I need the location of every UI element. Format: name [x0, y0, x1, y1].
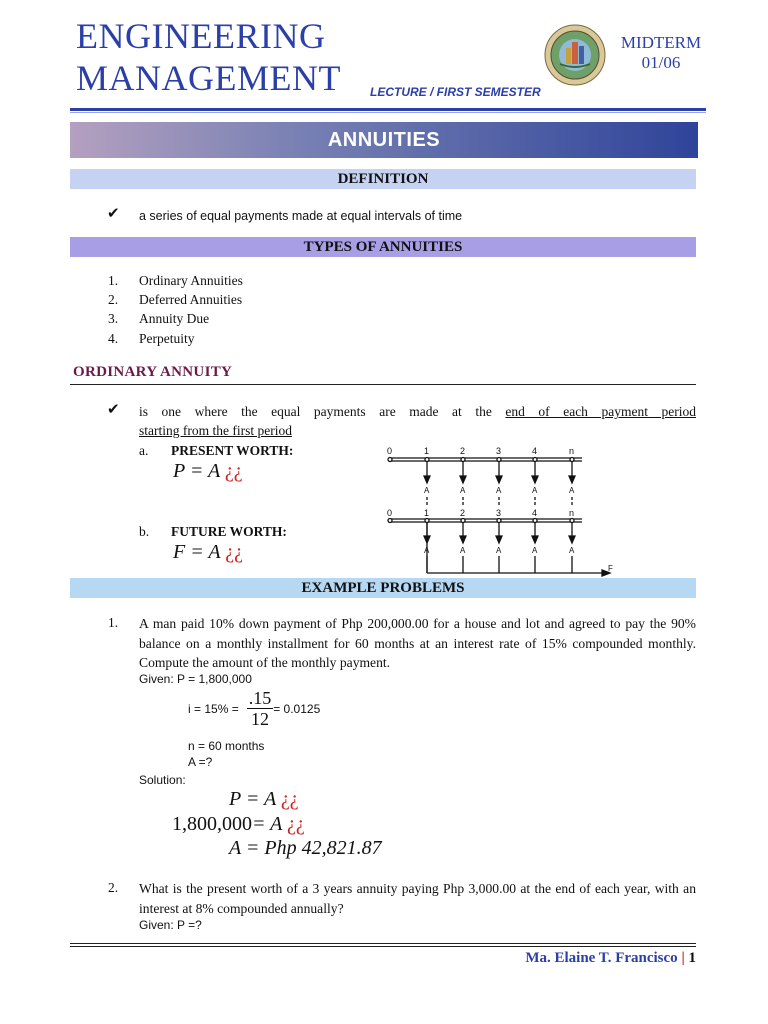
- timeline-label-bottom: 4: [532, 508, 538, 518]
- definition-heading: DEFINITION: [70, 169, 696, 189]
- timeline-label-bottom: 2: [460, 508, 466, 518]
- list-num: 2.: [108, 292, 119, 307]
- payment-arrowhead: [424, 536, 430, 543]
- problem-1-given: Given: P = 1,800,000: [139, 672, 252, 686]
- checkmark-icon: ✔: [107, 206, 120, 222]
- problem-num: 1.: [108, 615, 119, 630]
- example-problems-heading: EXAMPLE PROBLEMS: [70, 578, 696, 598]
- ordinary-text-line1: [139, 402, 696, 422]
- timeline-label-bottom: 0: [387, 508, 393, 518]
- timeline-label-top: 3: [496, 446, 502, 456]
- periods-value: n = 60 months: [188, 739, 265, 753]
- formula-lhs: F = A: [173, 541, 221, 563]
- interest-lhs: i = 15% =: [188, 701, 239, 716]
- timeline-label-top: 2: [460, 446, 466, 456]
- fraction-numerator: .15: [248, 688, 272, 708]
- list-item: Deferred Annuities: [139, 292, 243, 307]
- payment-arrowhead: [460, 536, 466, 543]
- definition-text: a series of equal payments made at equal intervals of time: [139, 209, 463, 223]
- footer-rule: [70, 943, 696, 944]
- ordinary-text-underlined: end of each payment period: [505, 404, 696, 419]
- payment-label: A: [532, 486, 538, 495]
- timeline-label-bottom: 1: [424, 508, 430, 518]
- formula-artifact: ¿¿: [225, 541, 243, 563]
- list-item: Perpetuity: [139, 331, 195, 346]
- annuities-banner: ANNUITIES: [70, 122, 698, 158]
- lecture-subtitle: LECTURE / FIRST SEMESTER: [370, 85, 541, 99]
- formula-lhs: P = A: [173, 460, 220, 482]
- payment-label: A: [532, 546, 538, 555]
- timeline-node: [388, 458, 392, 462]
- payment-arrowhead: [532, 476, 538, 483]
- header-rule-thin: [70, 112, 706, 113]
- problem-1-text: A man paid 10% down payment of Php 200,000.00 for a house and lot and agreed to pay the 90% balance on a monthly installment for 60 months at an interest rate of 15% compounded monthly. Compute the amount of the monthly payment.: [139, 616, 696, 670]
- payment-label: A: [569, 486, 575, 495]
- future-worth-label: FUTURE WORTH:: [171, 524, 287, 539]
- footer: [430, 950, 696, 967]
- future-worth-formula: [173, 541, 243, 564]
- timeline-node: [570, 519, 574, 523]
- list-num: 1.: [108, 273, 119, 288]
- timeline-label-bottom: n: [569, 508, 575, 518]
- present-letter: a.: [139, 443, 149, 458]
- timeline-node: [461, 519, 465, 523]
- midterm-label-block: [611, 33, 711, 73]
- timeline-node: [388, 519, 392, 523]
- payment-label: A: [496, 486, 502, 495]
- formula-artifact: ¿¿: [287, 813, 305, 835]
- timeline-node: [425, 519, 429, 523]
- ordinary-text-line2: starting from the first period: [139, 423, 292, 438]
- formula-eq: = A: [252, 813, 282, 835]
- timeline-label-top: 1: [424, 446, 430, 456]
- footer-separator: |: [681, 950, 685, 966]
- timeline-node: [570, 458, 574, 462]
- present-worth-label: PRESENT WORTH:: [171, 443, 294, 458]
- fraction-denominator: 12: [250, 709, 269, 729]
- problem-2-given: Given: P =?: [139, 918, 202, 932]
- present-worth-formula: [173, 460, 243, 483]
- university-seal-logo: [544, 24, 606, 86]
- ordinary-text-plain: is one where the equal payments are made at the: [139, 404, 492, 419]
- timeline-label-top: n: [569, 446, 575, 456]
- timeline-node: [425, 458, 429, 462]
- checkmark-icon: ✔: [107, 402, 120, 418]
- footer-author: Ma. Elaine T. Francisco: [525, 950, 678, 966]
- midterm-page: 01/06: [641, 53, 681, 72]
- payment-arrowhead: [496, 536, 502, 543]
- timeline-node: [497, 519, 501, 523]
- formula-artifact: ¿¿: [224, 460, 243, 482]
- timeline-node: [533, 519, 537, 523]
- midterm-label: MIDTERM: [620, 33, 702, 52]
- list-item: Annuity Due: [139, 311, 210, 326]
- footer-page-number: 1: [688, 950, 696, 966]
- unknown-a: A =?: [188, 755, 213, 769]
- timeline-node: [461, 458, 465, 462]
- cash-flow-diagram: [382, 443, 618, 579]
- timeline-label-top: 0: [387, 446, 393, 456]
- section-rule: [70, 384, 696, 385]
- list-num: 4.: [108, 331, 119, 346]
- future-value-label: F: [608, 564, 613, 573]
- list-num: 3.: [108, 311, 119, 326]
- solution-step-3: A = Php 42,821.87: [229, 837, 382, 859]
- interest-fraction: [247, 688, 274, 729]
- payment-label: A: [569, 546, 575, 555]
- problem-num: 2.: [108, 880, 119, 895]
- payment-arrowhead: [496, 476, 502, 483]
- payment-label: A: [424, 486, 430, 495]
- doc-title-line1: ENGINEERING: [76, 16, 326, 56]
- payment-arrowhead: [460, 476, 466, 483]
- types-heading: TYPES OF ANNUITIES: [70, 237, 696, 257]
- interest-rhs: = 0.0125: [273, 701, 321, 716]
- problem-2-text: What is the present worth of a 3 years annuity paying Php 3,000.00 at the end of each year, with an interest at 8% compounded annually?: [139, 881, 696, 916]
- ordinary-annuity-heading: ORDINARY ANNUITY: [73, 364, 233, 380]
- formula-lhs: P = A: [229, 788, 276, 810]
- payment-arrowhead: [424, 476, 430, 483]
- payment-label: A: [460, 486, 466, 495]
- future-letter: b.: [139, 524, 150, 539]
- payment-label: A: [424, 546, 430, 555]
- doc-title-line2: MANAGEMENT: [76, 58, 341, 98]
- solution-principal: 1,800,000: [172, 813, 252, 835]
- solution-step-2: [172, 813, 305, 836]
- timeline-label-bottom: 3: [496, 508, 502, 518]
- payment-label: A: [496, 546, 502, 555]
- footer-rule-2: [70, 946, 696, 947]
- timeline-label-top: 4: [532, 446, 538, 456]
- timeline-node: [533, 458, 537, 462]
- payment-arrowhead: [532, 536, 538, 543]
- header-rule: [70, 108, 706, 111]
- interest-rate-line: [188, 688, 320, 729]
- formula-artifact: ¿¿: [280, 788, 299, 810]
- timeline-node: [497, 458, 501, 462]
- solution-step-1: [229, 788, 299, 811]
- payment-arrowhead: [569, 536, 575, 543]
- payment-label: A: [460, 546, 466, 555]
- list-item: Ordinary Annuities: [139, 273, 243, 288]
- solution-label: Solution:: [139, 773, 186, 787]
- payment-arrowhead: [569, 476, 575, 483]
